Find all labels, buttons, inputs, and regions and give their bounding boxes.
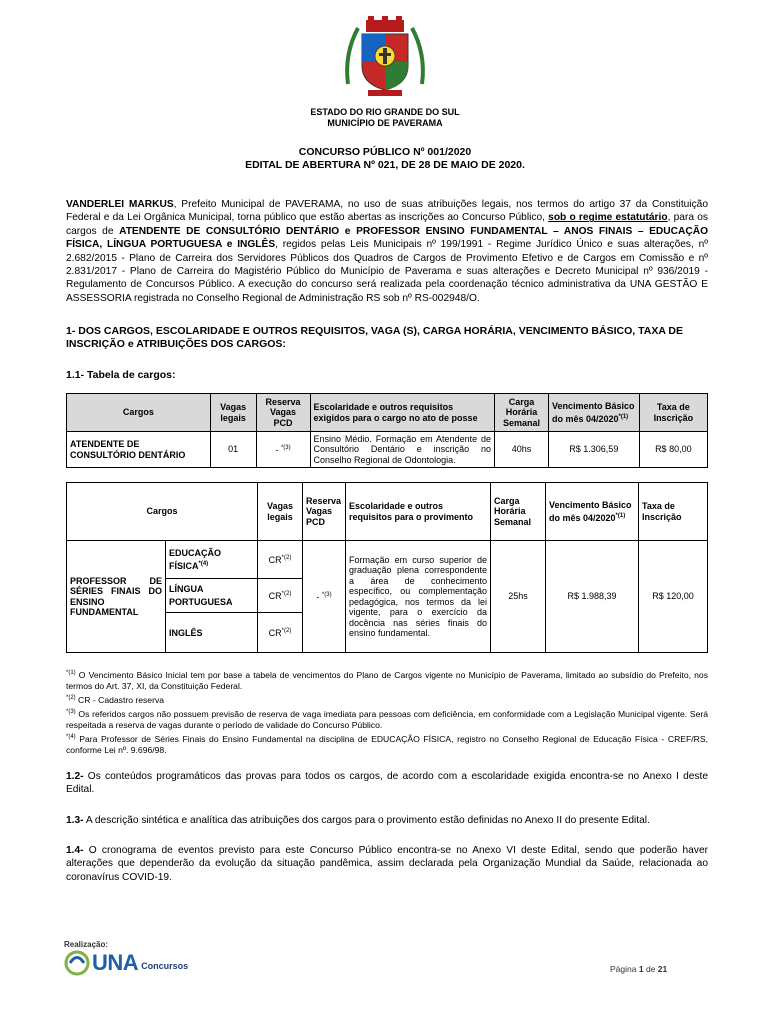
page-number: Página 1 de 21 — [610, 964, 668, 974]
cell-vagas: CR$^{*(2)}$ — [258, 613, 303, 653]
cell-vencimento: R$ 1.988,39 — [546, 541, 639, 653]
positions-table-2 — [66, 482, 708, 653]
contest-number: CONCURSO PÚBLICO Nº 001/2020 — [298, 146, 472, 158]
cell-cargo: PROFESSOR DE SÉRIES FINAIS DO ENSINO FUNDAMENTAL — [67, 541, 166, 653]
regime-text: sob o regime estatutário — [548, 212, 668, 224]
footnote: $^{*(3)}$ Os referidos cargos não possuem previsão de reserva de vaga imediata para pessoas com deficiência, em conformidade com a Legislação Municipal vigente. Será respeitada a reserva de vagas durante o período de validade do Concurso Público. — [66, 708, 708, 730]
col-reserva: Reserva Vagas PCD — [303, 483, 346, 541]
cell-reserva: - $^{*(3)}$ — [256, 432, 310, 468]
table-row — [67, 541, 708, 579]
cell-escolaridade: Ensino Médio. Formação em Atendente de Consultório Dentário e inscrição no Conselho Regional de Odontologia. — [310, 432, 494, 468]
col-vencimento: Vencimento Básico do mês 04/2020$^{*(1)}$ — [546, 483, 639, 541]
cell-vagas: 01 — [210, 432, 256, 468]
col-escolaridade: Escolaridade e outros requisitos para o provimento — [346, 483, 491, 541]
col-escolaridade: Escolaridade e outros requisitos exigidos para o cargo no ato de posse — [310, 394, 494, 432]
cell-carga: 40hs — [494, 432, 548, 468]
intro-text-a: , Prefeito Municipal de PAVERAMA, no uso de suas atribuições legais, nos termos do artigo 37 da Constituição Federal e da Lei Orgânica Municipal, torna público que estão abertas as inscrições ao Concurso Público, — [66, 199, 708, 224]
cell-vencimento: R$ 1.306,59 — [548, 432, 639, 468]
cell-discipline: EDUCAÇÃO FÍSICA$^{*(4)}$ — [166, 541, 258, 579]
cell-escolaridade: Formação em curso superior de graduação plena correspondente a área de conhecimento específico, ou complementação pedagógica, nos termos da lei vigente, para o exercício da docência nas séries finais do ensino fundamental. — [346, 541, 491, 653]
intro-paragraph — [66, 198, 708, 305]
positions-text: ATENDENTE DE CONSULTÓRIO DENTÁRIO e PROFESSOR ENSINO FUNDAMENTAL – ANOS FINAIS – EDUCAÇÃO FÍSICA, LÍNGUA PORTUGUESA e INGLÊS — [66, 225, 708, 251]
col-vagas: Vagas legais — [210, 394, 256, 432]
brand-name: UNA — [92, 950, 139, 975]
item-1-3: 1.3- A descrição sintética e analítica das atribuições dos cargos para o provimento estão definidas no Anexo II do presente Edital. — [66, 815, 650, 826]
item-1-2: 1.2- Os conteúdos programáticos das provas para todos os cargos, de acordo com a escolaridade exigida encontra-se no Anexo I deste Edital. — [66, 771, 708, 796]
una-swirl-icon — [64, 950, 90, 976]
col-vagas: Vagas legais — [258, 483, 303, 541]
footnote: $^{*(2)}$ CR - Cadastro reserva — [66, 694, 165, 705]
table-row — [67, 432, 708, 468]
cell-discipline: INGLÊS — [166, 613, 258, 653]
state-heading — [0, 107, 770, 129]
mayor-name: VANDERLEI MARKUS — [66, 199, 174, 210]
edict-number: EDITAL DE ABERTURA Nº 021, DE 28 DE MAIO DE 2020. — [245, 159, 525, 171]
realization-label: Realização: — [64, 940, 109, 949]
contest-heading — [0, 146, 770, 172]
cell-taxa: R$ 120,00 — [639, 541, 708, 653]
col-cargos: Cargos — [67, 483, 258, 541]
municipal-coat-of-arms — [340, 14, 430, 100]
item-1-4: 1.4- O cronograma de eventos previsto para este Concurso Público encontra-se no Anexo VI deste Edital, sendo que poderão haver alterações que dependerão da evolução da situação pandêmica, assim declarada pela Organização Mundial da Saúde, relacionada ao coronavírus COVID-19. — [66, 845, 708, 883]
col-cargos: Cargos — [67, 394, 211, 432]
footnote: $^{*(4)}$ Para Professor de Séries Finais do Ensino Fundamental na disciplina de EDUCAÇÃO FÍSICA, registro no Conselho Regional de Educação Física - CREF/RS, conforme Lei nº. 9.696/98. — [66, 733, 708, 755]
col-carga: Carga Horária Semanal — [494, 394, 548, 432]
cell-reserva: - $^{*(3)}$ — [303, 541, 346, 653]
section-1-1-title: 1.1- Tabela de cargos: — [66, 369, 176, 381]
municipality-name: MUNICÍPIO DE PAVERAMA — [327, 118, 443, 128]
cell-carga: 25hs — [491, 541, 546, 653]
col-vencimento: Vencimento Básico do mês 04/2020$^{*(1)}$ — [548, 394, 639, 432]
una-logo — [64, 950, 188, 976]
cell-discipline: LÍNGUA PORTUGUESA — [166, 579, 258, 613]
state-name: ESTADO DO RIO GRANDE DO SUL — [310, 107, 460, 117]
col-taxa: Taxa de Inscrição — [639, 394, 707, 432]
footnote: $^{*(1)}$ O Vencimento Básico Inicial tem por base a tabela de vencimentos do Plano de Cargos vigente no Município de Paverama, limitado ao subsídio do Prefeito, nos termos do Art. 37, XI, da Constituição Federal. — [66, 669, 708, 692]
cell-vagas: CR$^{*(2)}$ — [258, 579, 303, 613]
positions-table-1 — [66, 393, 708, 468]
col-reserva: Reserva Vagas PCD — [256, 394, 310, 432]
section-1-title: 1- DOS CARGOS, ESCOLARIDADE E OUTROS REQUISITOS, VAGA (S), CARGA HORÁRIA, VENCIMENTO BÁSICO, TAXA DE INSCRIÇÃO e ATRIBUIÇÕES DOS CARGOS: — [66, 325, 684, 351]
cell-vagas: CR$^{*(2)}$ — [258, 541, 303, 579]
intro-text-c: , regidos pelas Leis Municipais nº 199/1991 - Regime Jurídico Único e suas alterações, nº 2.682/2015 - Plano de Carreira dos Servidores Públicos dos Quadros de Cargos de Provimento Efetivo e de Cargos em Comissão e nº 2.831/2017 - Plano de Carreira do Magistério Público do Município de Paverama e suas alterações e Decreto Municipal nº 936/2019 - Regulamento de Concursos Público. A execução do concurso será realizada pela coordenação técnico administrativa da UNA GESTÃO E ASSESSORIA registrada no Conselho Regional de Administração RS sob nº RS-002948/O. — [66, 239, 708, 304]
footnotes — [66, 668, 708, 757]
col-taxa: Taxa de Inscrição — [639, 483, 708, 541]
cell-cargo: ATENDENTE DE CONSULTÓRIO DENTÁRIO — [67, 432, 211, 468]
intro-text-b: , para os cargos de — [66, 212, 708, 237]
cell-taxa: R$ 80,00 — [639, 432, 707, 468]
brand-sub: Concursos — [141, 961, 189, 971]
col-carga: Carga Horária Semanal — [491, 483, 546, 541]
